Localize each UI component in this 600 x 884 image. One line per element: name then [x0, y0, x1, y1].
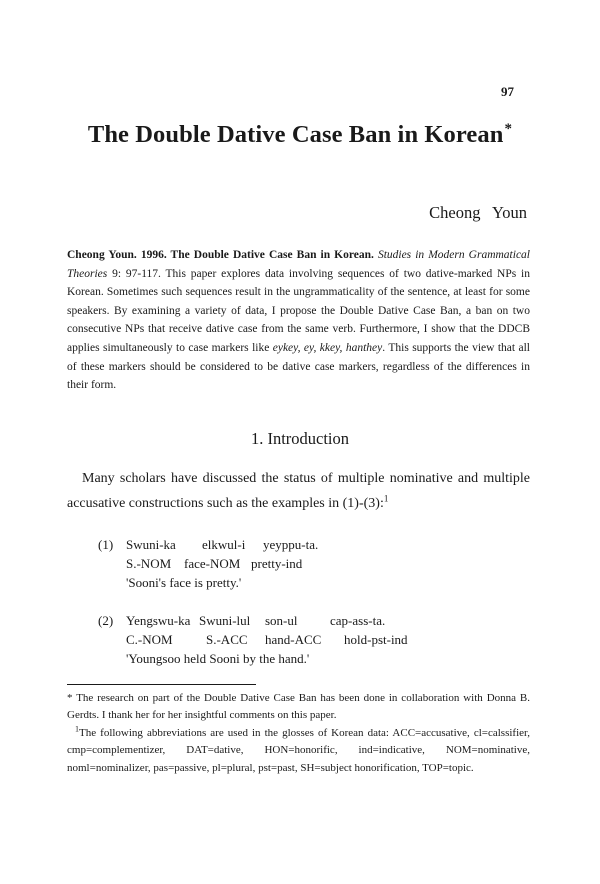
abstract-journal: Studies in Modern Grammatical Theories: [67, 249, 530, 280]
page-number: 97: [501, 84, 514, 99]
title-note-mark: *: [504, 120, 513, 137]
footnote-ref: 1: [383, 493, 389, 504]
gloss-word: pretty-ind: [251, 556, 303, 571]
abstract-ending: . This supports the view that all of these markers should be considered to be dative case markers, regardless of the differences in their form.: [67, 341, 530, 392]
footnote-1-mark: 1: [75, 724, 79, 734]
gloss-word: C.-NOM: [126, 632, 173, 647]
footnotes: [67, 690, 530, 777]
gloss-word: S.-NOM: [126, 556, 172, 571]
gloss-word: son-ul: [265, 613, 298, 628]
title-text: The Double Dative Case Ban in Korean: [87, 121, 504, 148]
paper-title: [0, 121, 600, 149]
intro-paragraph: [67, 466, 530, 516]
footnote-1: [67, 725, 530, 777]
gloss-word: hand-ACC: [265, 632, 322, 647]
footnote-star: * The research on part of the Double Dative Case Ban has been done in collaboration with Donna B. Gerdts. I thank her for her insightful comments on this paper.: [67, 692, 530, 722]
example-number: (1): [98, 537, 114, 552]
abstract-head: Cheong Youn. 1996. The Double Dative Case Ban in Korean.: [67, 249, 374, 261]
gloss-word: S.-ACC: [206, 632, 248, 647]
gloss-word: cap-ass-ta.: [330, 613, 386, 628]
abstract-citation-rest: 9: 97-117. This paper explores data involving sequences of two dative-marked NPs in Korean. Sometimes such sequences result in the ungrammaticality of the sentence, at least for some speakers. By examining a variety of data, I propose the Double Dative Case Ban, a ban on two consecutive NPs that receive dative case from the same verb. Furthermore, I show that the DDCB applies simultaneously to case markers like: [67, 267, 530, 354]
example-translation: 'Sooni's face is pretty.': [126, 575, 242, 590]
abstract-markers: eykey, ey, kkey, hanthey: [272, 341, 383, 354]
gloss-word: Swuni-ka: [126, 537, 176, 552]
gloss-word: Swuni-lul: [199, 613, 251, 628]
gloss-word: face-NOM: [184, 556, 241, 571]
example-translation: 'Youngsoo held Sooni by the hand.': [126, 651, 310, 666]
gloss-word: Yengswu-ka: [126, 613, 191, 628]
intro-paragraph-text: Many scholars have discussed the status of multiple nominative and multiple accusative constructions such as the examples in (1)-(3):: [67, 471, 530, 511]
gloss-word: hold-pst-ind: [344, 632, 408, 647]
section-heading: 1. Introduction: [250, 429, 350, 448]
footnote-divider: [67, 684, 256, 685]
example-number: (2): [98, 613, 114, 628]
gloss-word: elkwul-i: [202, 537, 246, 552]
footnote-1-text: The following abbreviations are used in the glosses of Korean data: ACC=accusative, cl=calssifier, cmp=complementizer, DAT=dative, HON=honorific, ind=indicative, NOM=nominative, noml=nominalizer, pas=passive, pl=plural, pst=past, SH=subject honorification, TOP=topic.: [67, 726, 530, 774]
gloss-word: yeyppu-ta.: [263, 537, 319, 552]
abstract: [67, 246, 530, 395]
author-name: Cheong Youn: [429, 203, 527, 222]
